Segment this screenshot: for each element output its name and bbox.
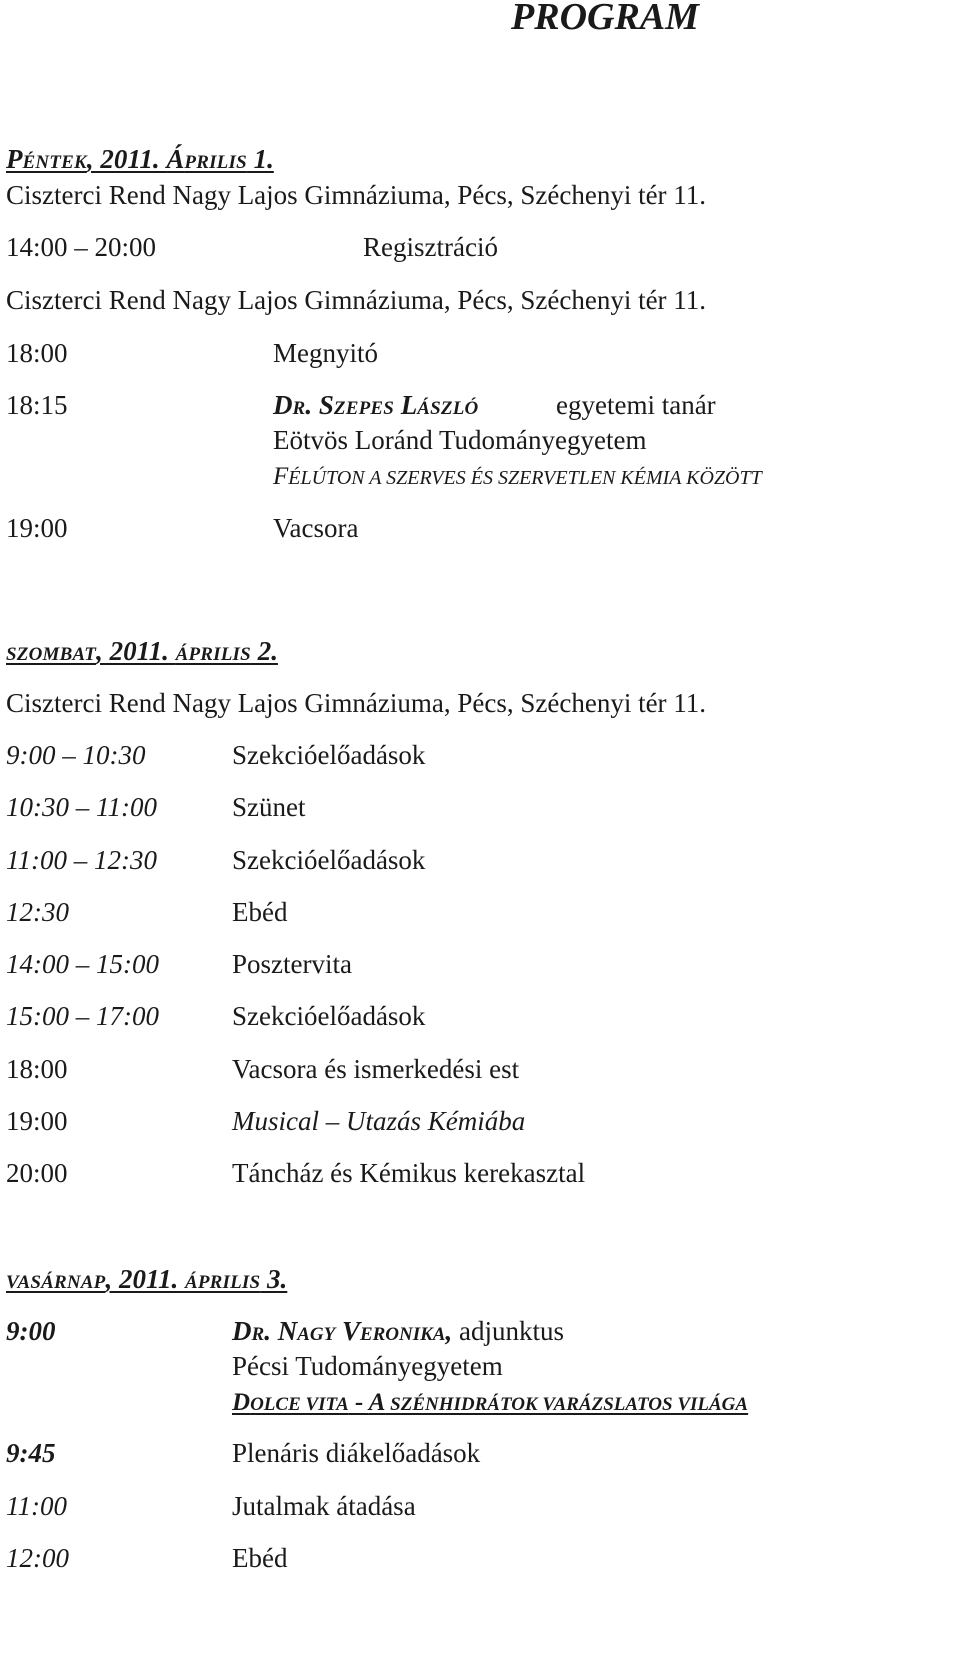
sunday-heading: VASÁRNAP, 2011. ÁPRILIS 3. xyxy=(6,1264,288,1294)
lecture-role: egyetemi tanár xyxy=(556,390,716,420)
dinner-label: Vacsora xyxy=(273,513,359,543)
page-title: PROGRAM xyxy=(511,0,699,38)
saturday-row: 9:00 – 10:30 Szekcióelőadások xyxy=(6,740,426,770)
opening-label: Megnyitó xyxy=(273,338,378,368)
sunday-row: 9:45 Plenáris diákelőadások xyxy=(6,1438,481,1468)
friday-registration-row xyxy=(6,232,498,263)
friday-opening-row xyxy=(6,338,378,369)
lecture-title: FÉLÚTON A SZERVES ÉS SZERVETLEN KÉMIA KÖZÖTT xyxy=(273,463,762,490)
sunday-lecture-time: 9:00 xyxy=(6,1316,56,1346)
lecture-speaker: DR. SZEPES LÁSZLÓ xyxy=(273,390,479,420)
lecture-time: 18:15 xyxy=(6,390,68,420)
saturday-row: 18:00 Vacsora és ismerkedési est xyxy=(6,1054,520,1084)
sunday-row: 12:00 Ebéd xyxy=(6,1543,288,1573)
registration-time: 14:00 – 20:00 xyxy=(6,232,157,262)
sunday-lecture-row xyxy=(6,1316,564,1347)
saturday-row: 19:00 Musical – Utazás Kémiába xyxy=(6,1106,526,1136)
sunday-talk-title: DOLCE VITA - A SZÉNHIDRÁTOK VARÁZSLATOS VILÁGA xyxy=(232,1389,749,1416)
dinner-time: 19:00 xyxy=(6,513,68,543)
sunday-row: 11:00 Jutalmak átadása xyxy=(6,1491,416,1521)
saturday-row: 20:00 Táncház és Kémikus kerekasztal xyxy=(6,1158,586,1188)
friday-dinner-row xyxy=(6,513,359,544)
friday-lecture-row xyxy=(6,390,716,421)
saturday-row: 11:00 – 12:30 Szekcióelőadások xyxy=(6,845,426,875)
saturday-heading: SZOMBAT, 2011. ÁPRILIS 2. xyxy=(6,636,278,666)
registration-label: Regisztráció xyxy=(363,232,498,262)
opening-time: 18:00 xyxy=(6,338,68,368)
friday-venue-2: Ciszterci Rend Nagy Lajos Gimnáziuma, Pécs, Széchenyi tér 11. xyxy=(6,285,707,315)
friday-venue: Ciszterci Rend Nagy Lajos Gimnáziuma, Pécs, Széchenyi tér 11. xyxy=(6,180,707,210)
saturday-row: 14:00 – 15:00 Posztervita xyxy=(6,949,352,979)
saturday-venue: Ciszterci Rend Nagy Lajos Gimnáziuma, Pécs, Széchenyi tér 11. xyxy=(6,688,707,718)
saturday-row: 10:30 – 11:00 Szünet xyxy=(6,792,306,822)
friday-heading: PÉNTEK, 2011. ÁPRILIS 1. xyxy=(6,144,274,174)
lecture-affiliation: Eötvös Loránd Tudományegyetem xyxy=(273,425,647,455)
sunday-affiliation: Pécsi Tudományegyetem xyxy=(232,1351,503,1381)
saturday-row: 12:30 Ebéd xyxy=(6,897,288,927)
sunday-speaker: DR. NAGY VERONIKA, adjunktus xyxy=(232,1316,564,1346)
saturday-row: 15:00 – 17:00 Szekcióelőadások xyxy=(6,1001,426,1031)
